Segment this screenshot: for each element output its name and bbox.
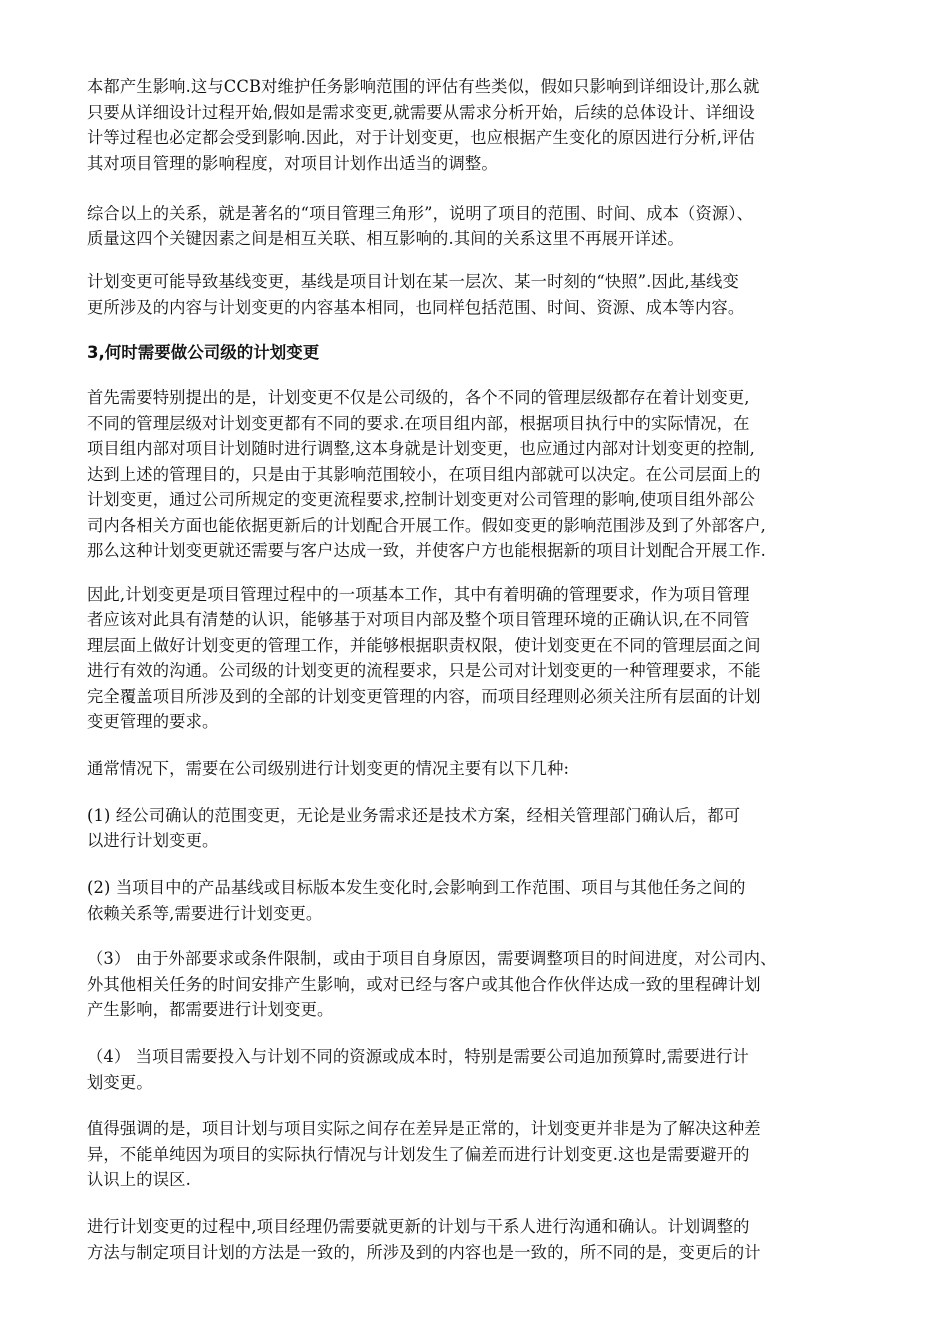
text-line: 不同的管理层级对计划变更都有不同的要求.在项目组内部，根据项目执行中的实际情况，在 [87, 414, 750, 433]
text-line: 达到上述的管理目的，只是由于其影响范围较小，在项目组内部就可以决定。在公司层面上的 [87, 465, 761, 484]
text-line: 进行有效的沟通。公司级的计划变更的流程要求，只是公司对计划变更的一种管理要求，不能 [87, 661, 761, 680]
list-item-line: 外其他相关任务的时间安排产生影响，或对已经与客户或其他合作伙伴达成一致的里程碑计划 [87, 975, 761, 994]
text-line: 其对项目管理的影响程度，对项目计划作出适当的调整。 [87, 154, 498, 173]
text-line: 首先需要特别提出的是，计划变更不仅是公司级的，各个不同的管理层级都存在着计划变更, [87, 388, 750, 407]
text-line: 质量这四个关键因素之间是相互关联、相互影响的.其间的关系这里不再展开详述。 [87, 229, 684, 248]
text-line: 通常情况下，需要在公司级别进行计划变更的情况主要有以下几种: [87, 759, 570, 778]
list-item-line: 产生影响，都需要进行计划变更。 [87, 1000, 334, 1019]
list-item-line: (1) 经公司确认的范围变更，无论是业务需求还是技术方案，经相关管理部门确认后，都可 [87, 806, 741, 825]
text-line: 综合以上的关系，就是著名的“项目管理三角形”，说明了项目的范围、时间、成本（资源）、 [87, 204, 754, 223]
text-line: 值得强调的是，项目计划与项目实际之间存在差异是正常的，计划变更并非是为了解决这种差 [87, 1119, 761, 1138]
list-item-line: 以进行计划变更。 [87, 831, 219, 850]
text-line: 计划变更，通过公司所规定的变更流程要求,控制计划变更对公司管理的影响,使项目组外部公 [87, 490, 755, 509]
text-line: 计等过程也必定都会受到影响.因此，对于计划变更，也应根据产生变化的原因进行分析,评估 [87, 128, 755, 147]
text-line: 计划变更可能导致基线变更，基线是项目计划在某一层次、某一时刻的“快照”.因此,基线变 [87, 272, 739, 291]
text-line: 那么这种计划变更就还需要与客户达成一致，并使客户方也能根据新的项目计划配合开展工作. [87, 541, 767, 560]
section-heading: 3,何时需要做公司级的计划变更 [87, 343, 320, 362]
text-line: 者应该对此具有清楚的认识，能够基于对项目内部及整个项目管理环境的正确认识,在不同管 [87, 610, 750, 629]
text-line: 本都产生影响.这与CCB对维护任务影响范围的评估有些类似，假如只影响到详细设计,那么就 [87, 77, 760, 96]
text-line: 进行计划变更的过程中,项目经理仍需要就更新的计划与干系人进行沟通和确认。计划调整的 [87, 1217, 750, 1236]
text-line: 更所涉及的内容与计划变更的内容基本相同，也同样包括范围、时间、资源、成本等内容。 [87, 298, 745, 317]
list-item-line: (2) 当项目中的产品基线或目标版本发生变化时,会影响到工作范围、项目与其他任务之间的 [87, 878, 746, 897]
text-line: 异，不能单纯因为项目的实际执行情况与计划发生了偏差而进行计划变更.这也是需要避开的 [87, 1145, 750, 1164]
text-line: 理层面上做好计划变更的管理工作，并能够根据职责权限，使计划变更在不同的管理层面之间 [87, 636, 761, 655]
text-line: 完全覆盖项目所涉及到的全部的计划变更管理的内容，而项目经理则必须关注所有层面的计划 [87, 687, 761, 706]
list-item-line: （3） 由于外部要求或条件限制，或由于项目自身原因，需要调整项目的时间进度，对公司内、 [87, 949, 777, 968]
list-item-line: 依赖关系等,需要进行计划变更。 [87, 904, 323, 923]
text-line: 项目组内部对项目计划随时进行调整,这本身就是计划变更，也应通过内部对计划变更的控制, [87, 439, 755, 458]
text-line: 因此,计划变更是项目管理过程中的一项基本工作，其中有着明确的管理要求，作为项目管理 [87, 585, 750, 604]
text-line: 变更管理的要求。 [87, 712, 219, 731]
list-item-line: 划变更。 [87, 1073, 153, 1092]
text-line: 方法与制定项目计划的方法是一致的，所涉及到的内容也是一致的，所不同的是，变更后的计 [87, 1243, 761, 1262]
text-line: 只要从详细设计过程开始,假如是需求变更,就需要从需求分析开始，后续的总体设计、详细设 [87, 103, 755, 122]
list-item-line: （4） 当项目需要投入与计划不同的资源或成本时，特别是需要公司追加预算时,需要进行计 [87, 1047, 749, 1066]
text-line: 司内各相关方面也能依据更新后的计划配合开展工作。假如变更的影响范围涉及到了外部客户, [87, 516, 767, 535]
text-line: 认识上的误区. [87, 1170, 191, 1189]
